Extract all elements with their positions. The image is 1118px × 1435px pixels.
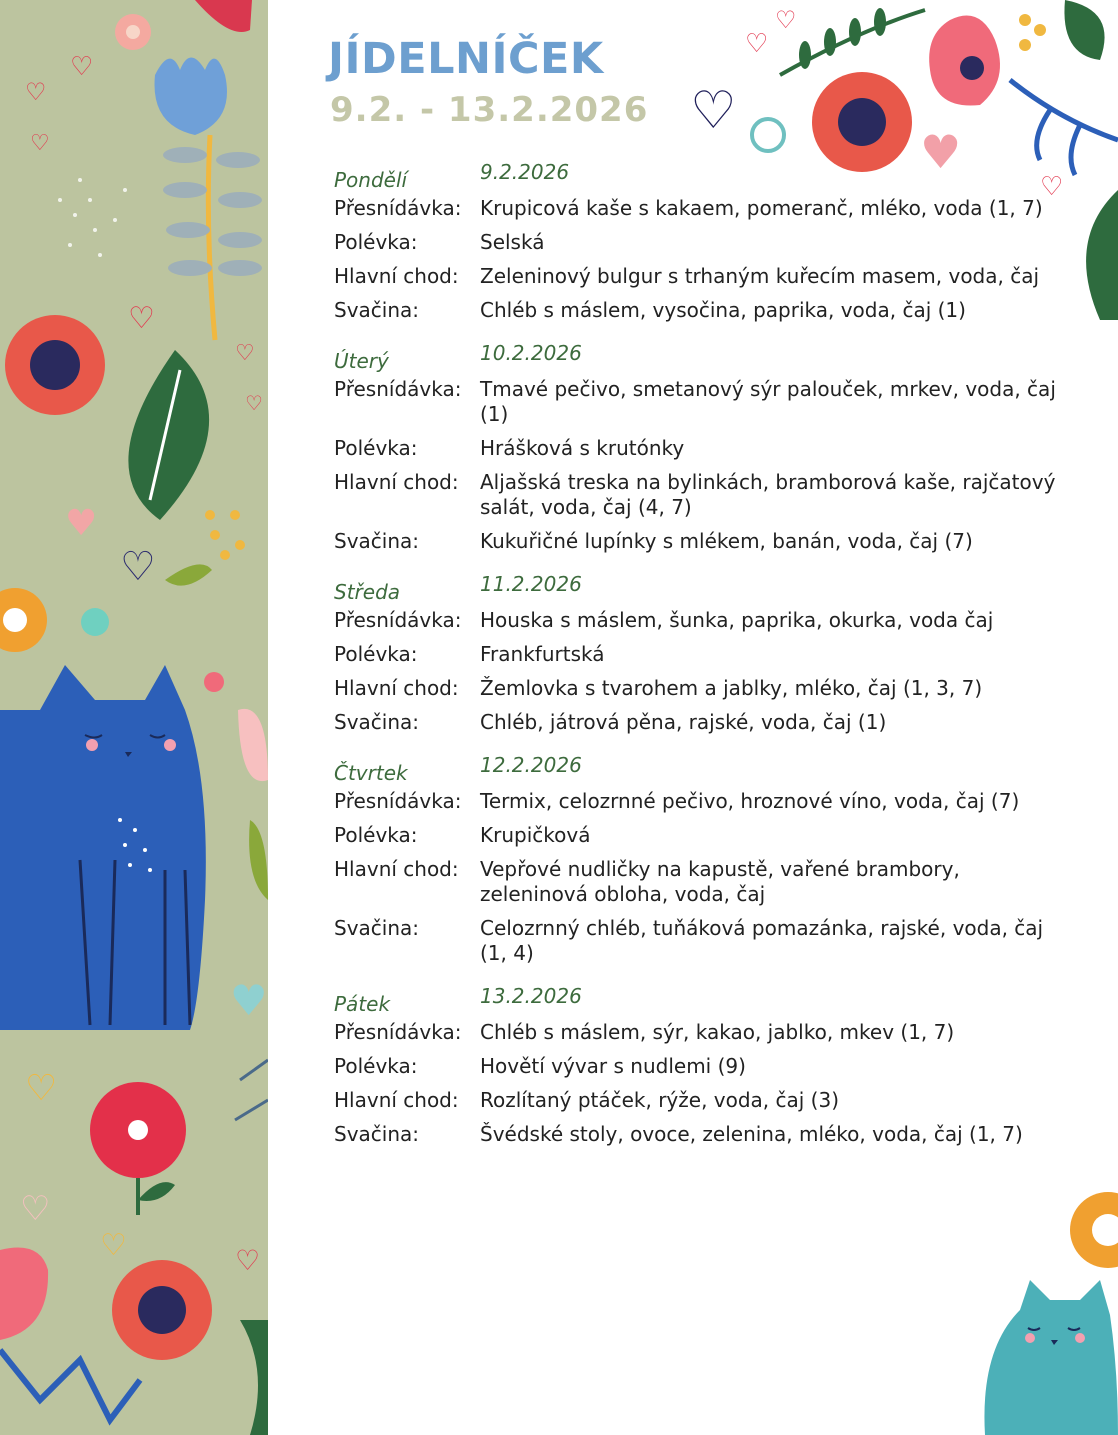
day-date: 12.2.2026 <box>480 753 582 777</box>
meal-label: Přesnídávka: <box>334 608 462 632</box>
meal-value: Aljašská treska na bylinkách, bramborová kaše, rajčatový salát, voda, čaj (4, 7) <box>480 470 1056 519</box>
meal-label: Přesnídávka: <box>334 1020 462 1044</box>
meal-value: Chléb s máslem, sýr, kakao, jablko, mkev (1, 7) <box>480 1020 955 1044</box>
day-block <box>334 341 1064 554</box>
meal-value: Zeleninový bulgur s trhaným kuřecím masem, voda, čaj <box>480 264 1040 288</box>
day-header <box>334 341 1064 377</box>
meal-label: Polévka: <box>334 1054 418 1078</box>
day-block <box>334 984 1064 1147</box>
meal-row-breakfast <box>334 1020 1064 1045</box>
day-date: 13.2.2026 <box>480 984 582 1008</box>
meal-value: Houska s máslem, šunka, paprika, okurka, voda čaj <box>480 608 994 632</box>
day-block <box>334 572 1064 735</box>
meal-row-breakfast <box>334 789 1064 814</box>
meal-row-soup <box>334 230 1064 255</box>
meal-label: Hlavní chod: <box>334 470 459 494</box>
meal-value: Rozlítaný ptáček, rýže, voda, čaj (3) <box>480 1088 840 1112</box>
meal-row-snack <box>334 1122 1064 1147</box>
page-title: JÍDELNÍČEK <box>328 34 604 84</box>
day-header <box>334 753 1064 789</box>
svg-text:♥: ♥ <box>920 125 962 179</box>
day-name: Úterý <box>334 349 389 373</box>
meal-label: Přesnídávka: <box>334 789 462 813</box>
meal-row-soup <box>334 1054 1064 1079</box>
meal-value: Hrášková s krutónky <box>480 436 685 460</box>
floral-cat-illustration <box>0 0 268 1435</box>
meal-label: Svačina: <box>334 529 420 553</box>
svg-text:♡: ♡ <box>775 6 797 34</box>
meal-row-soup <box>334 642 1064 667</box>
day-date: 11.2.2026 <box>480 572 582 596</box>
meal-row-snack <box>334 529 1064 554</box>
svg-text:♥: ♥ <box>230 976 268 1025</box>
meal-value: Chléb, játrová pěna, rajské, voda, čaj (1) <box>480 710 887 734</box>
meal-row-breakfast <box>334 196 1064 221</box>
meal-label: Svačina: <box>334 710 420 734</box>
meal-value: Vepřové nudličky na kapustě, vařené brambory, zeleninová obloha, voda, čaj <box>480 857 960 906</box>
day-header <box>334 984 1064 1020</box>
svg-text:♡: ♡ <box>25 78 47 106</box>
svg-text:♡: ♡ <box>70 52 94 82</box>
meal-label: Přesnídávka: <box>334 377 462 401</box>
day-date: 9.2.2026 <box>480 160 570 184</box>
meal-value: Hovětí vývar s nudlemi (9) <box>480 1054 746 1078</box>
meal-value: Žemlovka s tvarohem a jablky, mléko, čaj (1, 3, 7) <box>480 676 983 700</box>
day-block <box>334 160 1064 323</box>
svg-text:♡: ♡ <box>690 81 737 141</box>
meal-label: Svačina: <box>334 298 420 322</box>
day-name: Čtvrtek <box>334 761 408 785</box>
svg-text:♡: ♡ <box>25 1068 58 1109</box>
meal-value: Frankfurtská <box>480 642 605 666</box>
day-name: Středa <box>334 580 401 604</box>
meal-row-breakfast <box>334 377 1064 427</box>
svg-text:♡: ♡ <box>1040 172 1064 202</box>
meal-value: Selská <box>480 230 545 254</box>
svg-text:♡: ♡ <box>245 391 263 415</box>
svg-text:♡: ♡ <box>120 544 156 590</box>
svg-text:♡: ♡ <box>30 131 50 156</box>
svg-text:♡: ♡ <box>20 1189 51 1229</box>
decorative-sidebar <box>0 0 268 1435</box>
svg-text:♡: ♡ <box>100 1228 127 1263</box>
meal-label: Polévka: <box>334 436 418 460</box>
meal-row-soup <box>334 823 1064 848</box>
meal-label: Hlavní chod: <box>334 857 459 881</box>
svg-text:♡: ♡ <box>745 29 769 59</box>
cat-decoration-bottom <box>980 1180 1118 1435</box>
meal-row-main-course <box>334 264 1064 289</box>
day-date: 10.2.2026 <box>480 341 582 365</box>
day-header <box>334 160 1064 196</box>
svg-text:♡: ♡ <box>235 341 255 366</box>
day-block <box>334 753 1064 966</box>
meal-value: Krupičková <box>480 823 591 847</box>
meal-value: Švédské stoly, ovoce, zelenina, mléko, voda, čaj (1, 7) <box>480 1122 1023 1146</box>
meal-value: Termix, celozrnné pečivo, hroznové víno, voda, čaj (7) <box>480 789 1020 813</box>
meal-label: Polévka: <box>334 823 418 847</box>
meal-label: Hlavní chod: <box>334 264 459 288</box>
svg-text:♡: ♡ <box>235 1244 261 1277</box>
meal-label: Svačina: <box>334 1122 420 1146</box>
day-header <box>334 572 1064 608</box>
meal-row-breakfast <box>334 608 1064 633</box>
svg-text:♥: ♥ <box>65 503 98 544</box>
meal-value: Kukuřičné lupínky s mlékem, banán, voda, čaj (7) <box>480 529 973 553</box>
meal-row-main-course <box>334 470 1064 520</box>
meal-row-main-course <box>334 857 1064 907</box>
day-name: Pondělí <box>334 168 408 192</box>
meal-label: Hlavní chod: <box>334 1088 459 1112</box>
meal-row-snack <box>334 710 1064 735</box>
meal-label: Svačina: <box>334 916 420 940</box>
meal-value: Krupicová kaše s kakaem, pomeranč, mléko, voda (1, 7) <box>480 196 1043 220</box>
meal-row-snack <box>334 916 1064 966</box>
meal-value: Chléb s máslem, vysočina, paprika, voda, čaj (1) <box>480 298 966 322</box>
meal-row-snack <box>334 298 1064 323</box>
meal-value: Celozrnný chléb, tuňáková pomazánka, rajské, voda, čaj (1, 4) <box>480 916 1044 965</box>
meal-value: Tmavé pečivo, smetanový sýr palouček, mrkev, voda, čaj (1) <box>480 377 1056 426</box>
meal-label: Polévka: <box>334 230 418 254</box>
date-range: 9.2. - 13.2.2026 <box>330 90 649 130</box>
svg-text:♡: ♡ <box>128 301 155 336</box>
day-name: Pátek <box>334 992 391 1016</box>
weekly-menu <box>334 160 1064 1165</box>
meal-row-soup <box>334 436 1064 461</box>
meal-row-main-course <box>334 1088 1064 1113</box>
meal-row-main-course <box>334 676 1064 701</box>
meal-label: Přesnídávka: <box>334 196 462 220</box>
meal-label: Polévka: <box>334 642 418 666</box>
meal-label: Hlavní chod: <box>334 676 459 700</box>
